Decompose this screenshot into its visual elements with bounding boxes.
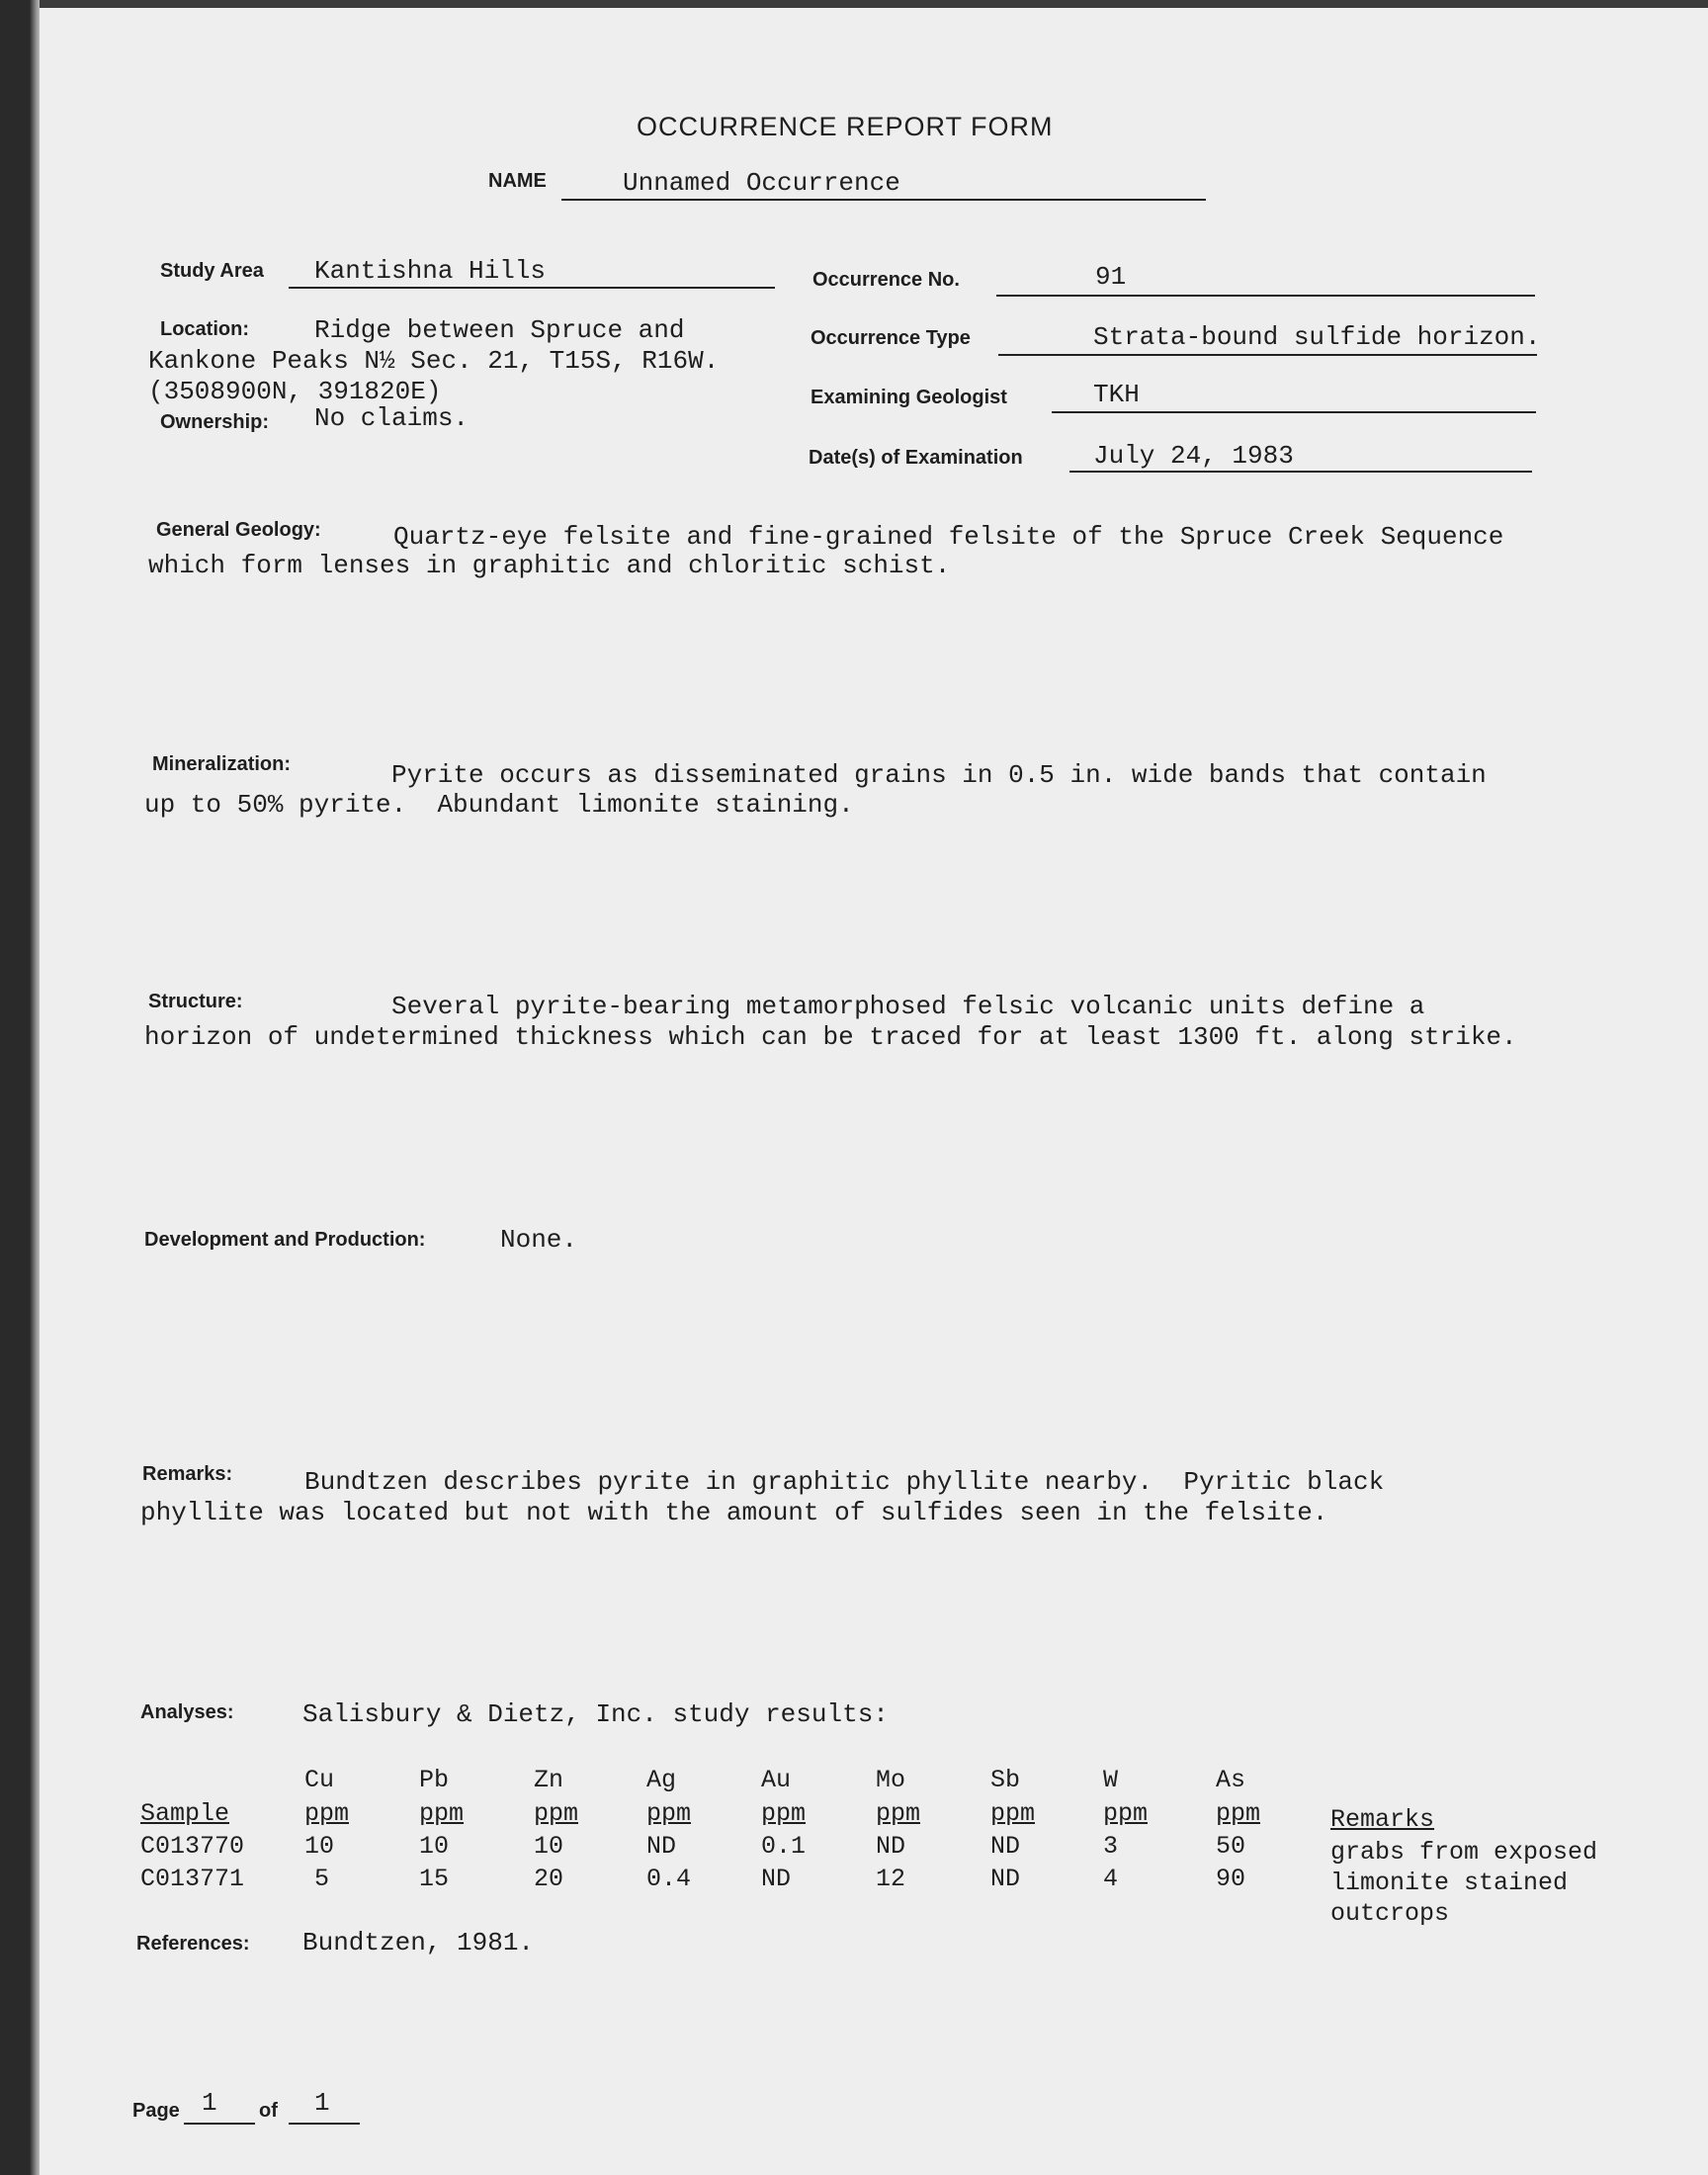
name-line	[561, 199, 1206, 201]
name-label: NAME	[488, 170, 547, 192]
remarks-line1: Bundtzen describes pyrite in graphitic phyllite nearby. Pyritic black	[304, 1467, 1385, 1497]
table-cell: 10	[419, 1832, 450, 1861]
unit-header: ppm	[419, 1799, 465, 1828]
general-geology-line2: which form lenses in graphitic and chloritic schist.	[148, 551, 951, 580]
table-cell: 0.4	[646, 1865, 692, 1893]
remarks-line2: phyllite was located but not with the amount of sulfides seen in the felsite.	[140, 1498, 1328, 1527]
references-label: References:	[136, 1933, 250, 1955]
unit-header: ppm	[646, 1799, 692, 1828]
general-geology-line1: Quartz-eye felsite and fine-grained felsite of the Spruce Creek Sequence	[393, 522, 1504, 552]
location-line1: Ridge between Spruce and	[314, 315, 685, 345]
study-area-label: Study Area	[160, 260, 264, 282]
study-area-line	[289, 287, 775, 289]
unit-header: ppm	[1103, 1799, 1149, 1828]
date-line	[1069, 471, 1532, 473]
page-label: Page	[132, 2100, 180, 2122]
unit-header: ppm	[1216, 1799, 1261, 1828]
mineralization-label: Mineralization:	[152, 753, 292, 775]
study-area-value: Kantishna Hills	[314, 256, 547, 286]
form-title: OCCURRENCE REPORT FORM	[637, 112, 1054, 141]
table-cell: 15	[419, 1865, 450, 1893]
table-cell-remarks: limonite stained	[1330, 1869, 1569, 1897]
occurrence-no-line	[996, 295, 1535, 297]
table-cell: 5	[314, 1865, 330, 1893]
table-cell: 3	[1103, 1832, 1119, 1861]
table-cell: ND	[990, 1865, 1021, 1893]
geologist-value: TKH	[1093, 380, 1140, 409]
table-cell: 4	[1103, 1865, 1119, 1893]
date-label: Date(s) of Examination	[809, 447, 1023, 469]
structure-line1: Several pyrite-bearing metamorphosed felsic volcanic units define a	[391, 992, 1425, 1021]
table-cell: 10	[304, 1832, 335, 1861]
table-cell: 12	[876, 1865, 906, 1893]
occurrence-no-label: Occurrence No.	[812, 269, 960, 291]
development-value: None.	[500, 1225, 578, 1255]
element-header: Pb	[419, 1766, 450, 1794]
location-line3: (3508900N, 391820E)	[148, 377, 442, 406]
development-label: Development and Production:	[144, 1229, 426, 1251]
total-pages: 1	[314, 2088, 330, 2118]
location-line2: Kankone Peaks N½ Sec. 21, T15S, R16W.	[148, 346, 720, 376]
general-geology-label: General Geology:	[156, 519, 321, 541]
structure-label: Structure:	[148, 991, 243, 1012]
scan-left-edge	[0, 0, 40, 2175]
mineralization-line2: up to 50% pyrite. Abundant limonite staining.	[144, 790, 854, 820]
geologist-label: Examining Geologist	[811, 387, 1007, 408]
references-value: Bundtzen, 1981.	[302, 1928, 535, 1958]
occurrence-type-value: Strata-bound sulfide horizon.	[1093, 322, 1541, 352]
unit-header: ppm	[534, 1799, 579, 1828]
table-cell-sample: C013770	[140, 1832, 245, 1861]
table-cell: 0.1	[761, 1832, 807, 1861]
ownership-label: Ownership:	[160, 411, 270, 433]
analyses-value: Salisbury & Dietz, Inc. study results:	[302, 1699, 889, 1729]
remarks-header: Remarks	[1330, 1805, 1435, 1834]
table-cell: 20	[534, 1865, 564, 1893]
page-number: 1	[202, 2088, 217, 2118]
mineralization-line1: Pyrite occurs as disseminated grains in 0.5 in. wide bands that contain	[391, 760, 1487, 790]
element-header: Sb	[990, 1766, 1021, 1794]
table-cell: 90	[1216, 1865, 1246, 1893]
table-cell: 50	[1216, 1832, 1246, 1861]
table-cell: ND	[876, 1832, 906, 1861]
element-header: Zn	[534, 1766, 564, 1794]
occurrence-type-label: Occurrence Type	[811, 327, 971, 349]
date-value: July 24, 1983	[1093, 441, 1294, 471]
unit-header: ppm	[990, 1799, 1036, 1828]
sample-header: Sample	[140, 1799, 230, 1828]
analyses-label: Analyses:	[140, 1701, 234, 1723]
table-cell: 10	[534, 1832, 564, 1861]
of-line	[289, 2123, 360, 2125]
table-cell: ND	[646, 1832, 677, 1861]
unit-header: ppm	[304, 1799, 350, 1828]
table-cell-sample: C013771	[140, 1865, 245, 1893]
name-value: Unnamed Occurrence	[623, 168, 900, 198]
occurrence-no-value: 91	[1095, 262, 1127, 292]
table-cell-remarks: grabs from exposed	[1330, 1838, 1598, 1867]
remarks-label: Remarks:	[142, 1463, 233, 1485]
unit-header: ppm	[876, 1799, 921, 1828]
element-header: Mo	[876, 1766, 906, 1794]
geologist-line	[1052, 411, 1536, 413]
location-label: Location:	[160, 318, 249, 340]
element-header: As	[1216, 1766, 1246, 1794]
ownership-value: No claims.	[314, 403, 470, 433]
scan-top-edge	[40, 0, 1708, 8]
table-remarks-continuation: outcrops	[1330, 1899, 1450, 1928]
page-line	[184, 2123, 255, 2125]
structure-line2: horizon of undetermined thickness which can be traced for at least 1300 ft. along strike.	[144, 1022, 1517, 1052]
element-header: Ag	[646, 1766, 677, 1794]
occurrence-type-line	[998, 354, 1537, 356]
unit-header: ppm	[761, 1799, 807, 1828]
element-header: W	[1103, 1766, 1119, 1794]
element-header: Au	[761, 1766, 792, 1794]
of-label: of	[259, 2100, 278, 2122]
element-header: Cu	[304, 1766, 335, 1794]
table-cell: ND	[761, 1865, 792, 1893]
table-cell: ND	[990, 1832, 1021, 1861]
